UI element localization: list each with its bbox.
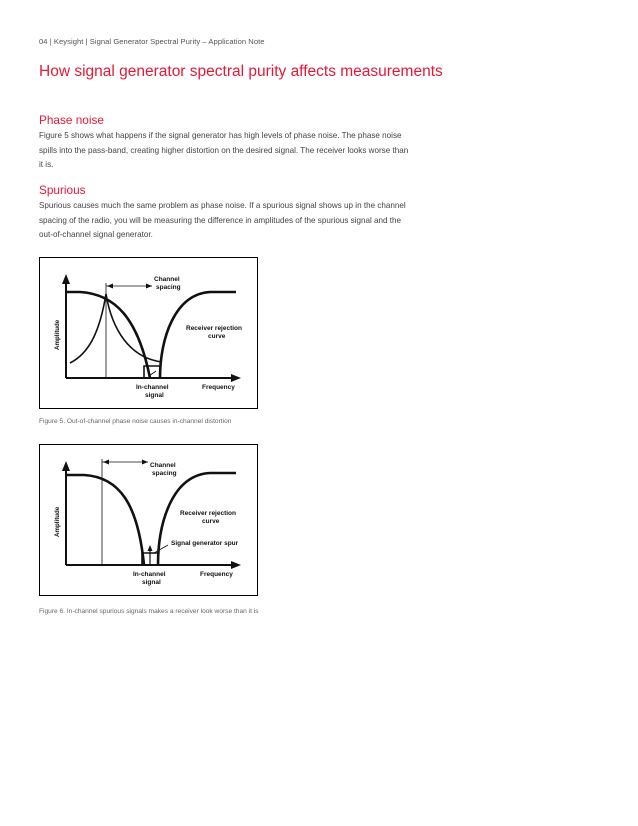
- figure-5-label-channel: Channel: [154, 276, 180, 283]
- figure-6-label-spur: Signal generator spur: [171, 540, 239, 547]
- figure-6-label-spacing: spacing: [152, 470, 177, 477]
- figure-5-label-spacing: spacing: [156, 284, 181, 291]
- figure-5-in-channel-signal: [144, 366, 160, 378]
- figure-5-markers: [106, 283, 152, 378]
- figure-5-label-signal: signal: [145, 392, 164, 399]
- figure-6-label-channel: Channel: [150, 462, 176, 469]
- figure-6: [39, 444, 258, 596]
- figure-6-spacing-arrow-right: [142, 460, 148, 465]
- section-heading-spurious: Spurious: [39, 183, 86, 197]
- figure-5-label-inchannel: In-channel: [136, 384, 169, 391]
- figure-6-label-receiver: Receiver rejection: [180, 510, 237, 517]
- figure-5-diagram: [40, 258, 259, 410]
- section-heading-phase-noise: Phase noise: [39, 113, 104, 127]
- page-title: How signal generator spectral purity affects measurements: [39, 63, 443, 80]
- figure-5-x-arrow: [231, 374, 241, 382]
- figure-5-label-receiver: Receiver rejection: [186, 325, 243, 332]
- page-header: 04 | Keysight | Signal Generator Spectral Purity – Application Note: [39, 37, 265, 46]
- figure-6-spur-pointer: [154, 545, 168, 553]
- figure-6-caption: Figure 6. In-channel spurious signals makes a receiver look worse than it is: [39, 608, 259, 615]
- figure-6-spur-arrow: [148, 545, 153, 551]
- figure-5-spacing-arrow-right: [146, 284, 152, 289]
- figure-5-label-frequency: Frequency: [202, 384, 235, 391]
- figure-6-label-inchannel: In-channel: [133, 571, 166, 578]
- figure-6-x-arrow: [231, 561, 241, 569]
- figure-6-y-arrow: [62, 461, 70, 471]
- section-body-phase-noise: Figure 5 shows what happens if the signal generator has high levels of phase noise. The phase noise spills into the pass-band, creating higher distortion on the desired signal. The receiver looks worse than it is.: [39, 131, 409, 170]
- figure-6-receiver-curve: [158, 473, 236, 565]
- figure-6-diagram: [40, 445, 259, 597]
- figure-5-label-curve: curve: [208, 333, 226, 340]
- figure-5: [39, 257, 258, 409]
- figure-6-label-frequency: Frequency: [200, 571, 233, 578]
- figure-5-y-arrow: [62, 274, 70, 284]
- figure-5-spacing-arrow-left: [107, 284, 113, 289]
- figure-6-spacing-arrow-left: [103, 460, 109, 465]
- figure-5-caption: Figure 5. Out-of-channel phase noise causes in-channel distortion: [39, 418, 232, 425]
- figure-6-label-curve: curve: [202, 518, 220, 525]
- figure-6-label-signal: signal: [142, 579, 161, 586]
- section-body-spurious: Spurious causes much the same problem as phase noise. If a spurious signal shows up in the channel spacing of the radio, you will be measuring the difference in amplitudes of the spurious signal and the out-of-channel signal generator.: [39, 201, 406, 240]
- figure-6-label-amplitude: Amplitude: [54, 506, 61, 537]
- figure-5-label-amplitude: Amplitude: [54, 319, 61, 350]
- figure-6-filter-curve: [66, 475, 144, 565]
